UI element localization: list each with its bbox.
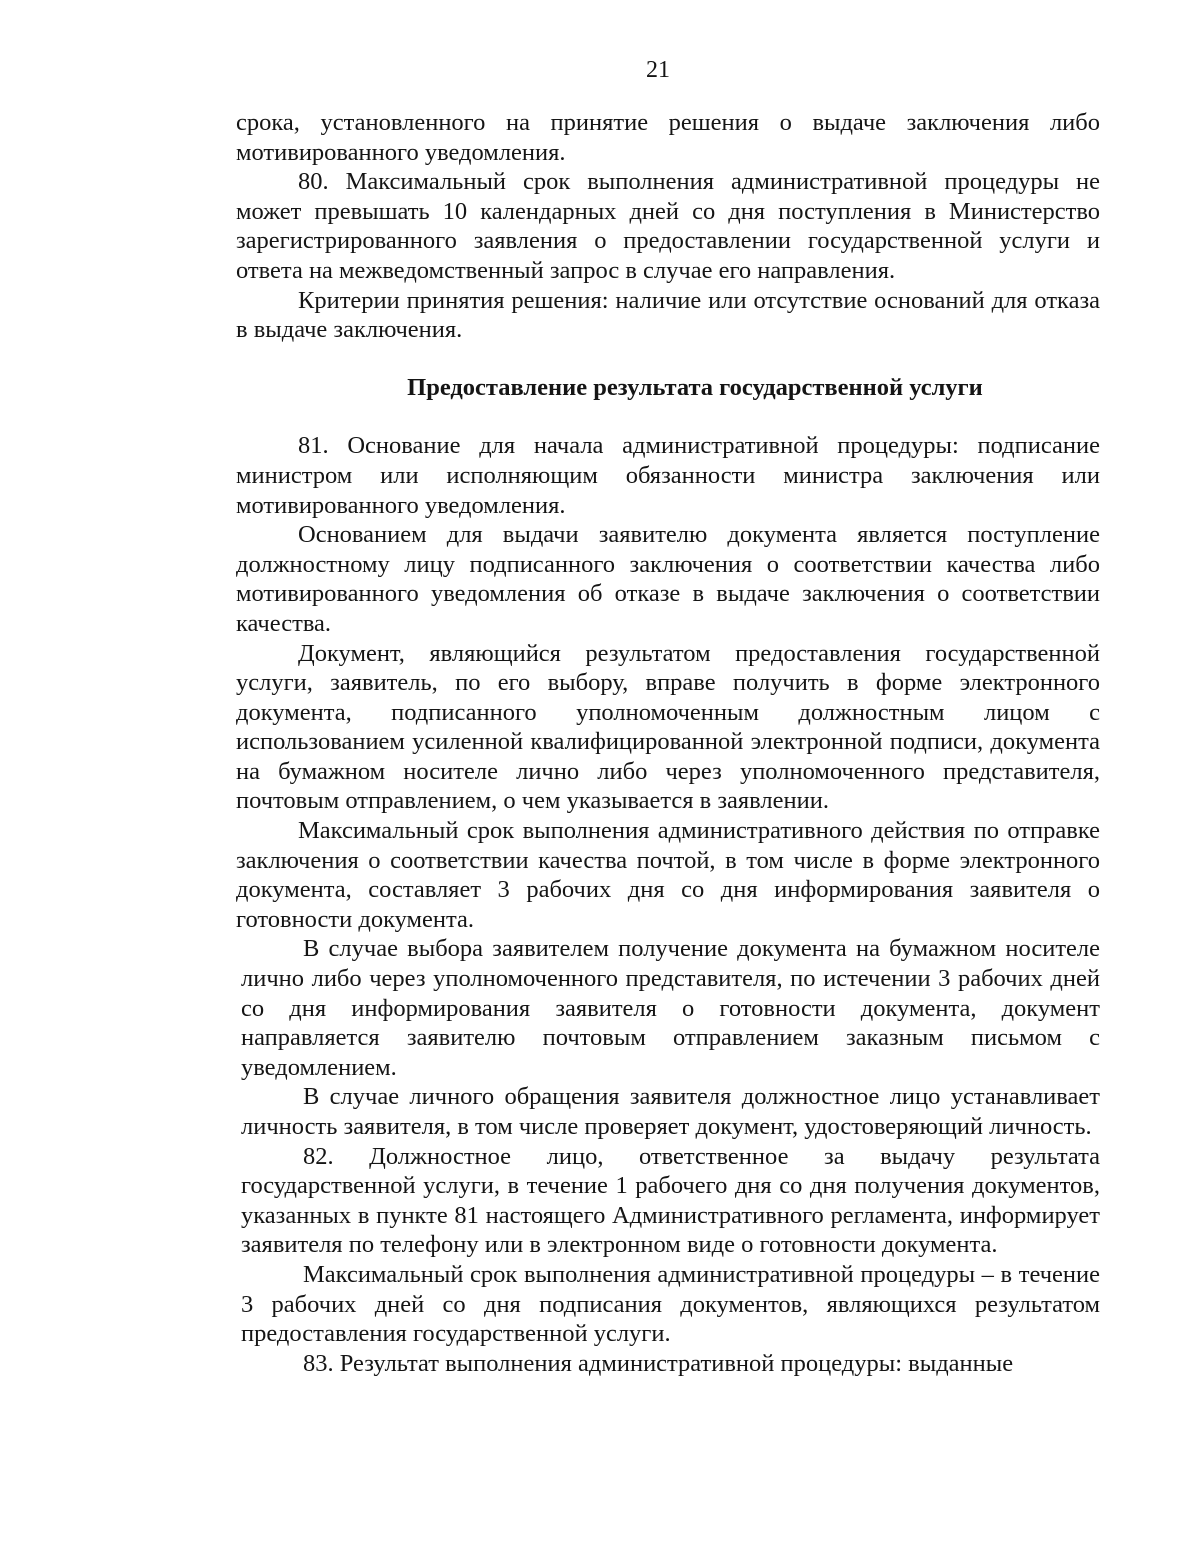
paragraph-82: 82. Должностное лицо, ответственное за выдачу результата государственной услуги, в течение 1 рабочего дня со дня получения документов, указанных в пункте 81 настоящего Административного регламента, информирует заявителя по телефону или в электронном виде о готовности документа.	[241, 1142, 1100, 1259]
paragraph-83: 83. Результат выполнения административной процедуры: выданные	[303, 1349, 1014, 1377]
document-body	[236, 108, 1100, 1378]
paragraph-81: 81. Основание для начала административной процедуры: подписание министром или исполняющим обязанности министра заключения или мотивированного уведомления.	[236, 432, 1100, 519]
paragraph-paper-delivery: В случае выбора заявителем получение документа на бумажном носителе лично либо через уполномоченного представителя, по истечении 3 рабочих дней со дня информирования заявителя о готовности документа, документ направляется заявителю почтовым отправлением заказным письмом с уведомлением.	[241, 935, 1100, 1081]
paragraph-mailing-deadline: Максимальный срок выполнения административного действия по отправке заключения о соответствии качества почтой, в том числе в форме электронного документа, составляет 3 рабочих дня со дня информирования заявителя о готовности документа.	[236, 817, 1100, 933]
paragraph-result-document: Документ, являющийся результатом предоставления государственной услуги, заявитель, по его выбору, вправе получить в форме электронного документа, подписанного уполномоченным должностным лицом с использованием усиленной квалифицированной электронной подписи, документа на бумажном носителе лично либо через уполномоченного представителя, почтовым отправлением, о чем указывается в заявлении.	[236, 639, 1100, 815]
paragraph-decision-criteria: Критерии принятия решения: наличие или отсутствие оснований для отказа в выдаче заключения.	[236, 286, 1100, 344]
paragraph-issuance-basis: Основанием для выдачи заявителю документа является поступление должностному лицу подписанного заключения о соответствии качества либо мотивированного уведомления об отказе в выдаче заключения о соответствии качества.	[236, 521, 1100, 637]
section-heading: Предоставление результата государственной услуги	[407, 373, 983, 401]
paragraph-80: 80. Максимальный срок выполнения административной процедуры не может превышать 10 календарных дней со дня поступления в Министерство зарегистрированного заявления о предоставлении государственной услуги и ответа на межведомственный запрос в случае его направления.	[236, 168, 1100, 284]
paragraph-continuation: срока, установленного на принятие решения о выдаче заключения либо мотивированного уведомления.	[236, 109, 1100, 166]
paragraph-procedure-deadline: Максимальный срок выполнения административной процедуры – в течение 3 рабочих дней со дня подписания документов, являющихся результатом предоставления государственной услуги.	[241, 1260, 1100, 1348]
page-number: 21	[646, 57, 670, 83]
paragraph-personal-visit: В случае личного обращения заявителя должностное лицо устанавливает личность заявителя, в том числе проверяет документ, удостоверяющий личность.	[241, 1083, 1100, 1140]
